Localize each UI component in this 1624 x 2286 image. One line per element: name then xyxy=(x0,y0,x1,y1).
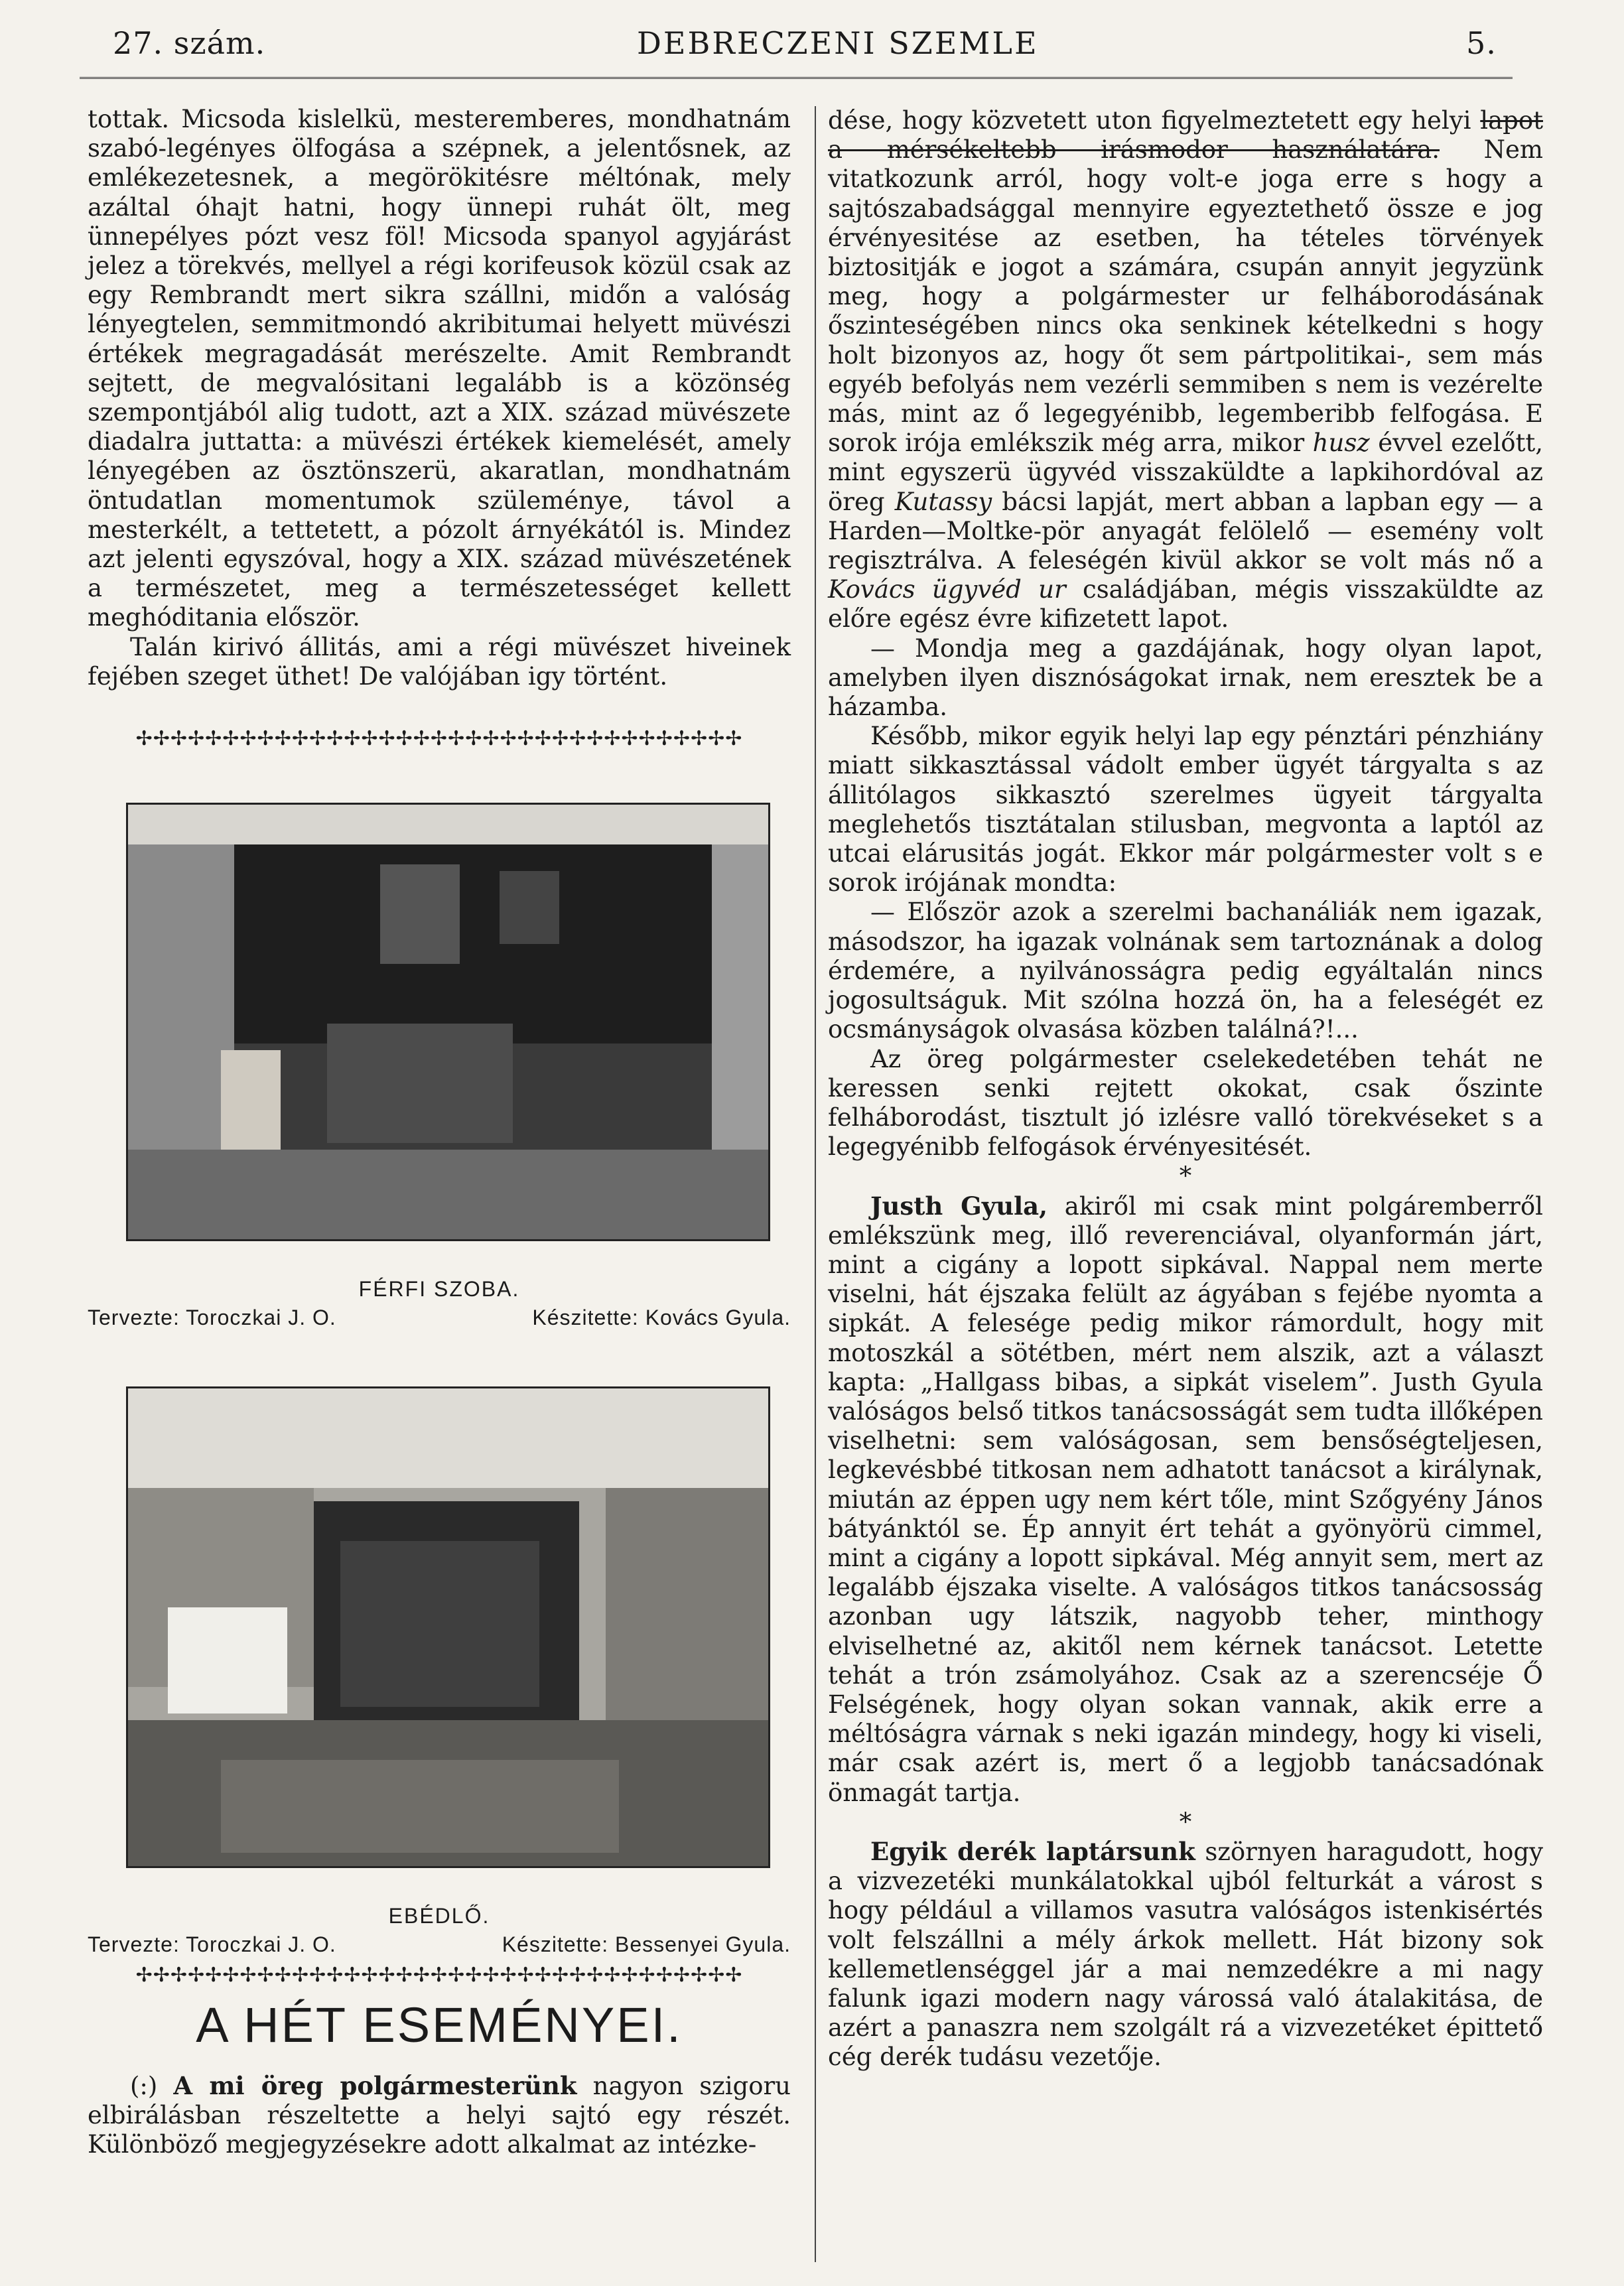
ornament-divider: ✢✢✢✢✢✢✢✢✢✢✢✢✢✢✢✢✢✢✢✢✢✢✢✢✢✢✢✢✢✢✢✢✢✢✢ xyxy=(135,1964,743,1987)
paragraph-text: nagyon szigoru elbirálásban részeltette a helyi sajtó egy részét. Különböző megjegyzésekre adott alkalmat az intézke- xyxy=(88,2072,791,2159)
issue-number: 27. szám. xyxy=(113,25,266,61)
italic-text: husz xyxy=(1312,429,1370,458)
text-run: bácsi lapját, mert abban a lapban egy — a Harden—Moltke-pör anyagát felölelő — esemény volt regisztrálva. A feleségén kivül akkor se volt más nő a xyxy=(828,487,1543,575)
caption-ebedlo xyxy=(88,1904,791,1957)
column-divider xyxy=(815,106,816,2262)
paragraph xyxy=(828,106,1543,634)
italic-text: Kovács ügyvéd ur xyxy=(828,575,1066,604)
paragraph: — Mondja meg a gazdájának, hogy olyan lapot, amelyben ilyen disznóságokat irnak, nem eresztek be a házamba. xyxy=(828,634,1543,722)
lead-phrase: Egyik derék laptársunk xyxy=(870,1836,1195,1866)
paragraph: — Először azok a szerelmi bachanáliák nem igazak, másodszor, ha igazak volnának sem tartoznának a dolog érdemére, a nyilvánosságra pedig egyáltalán nincs jogosultságuk. Mit szólna hozzá ön, ha a feleségét ez ocsmányságok olvasása közben találná?!... xyxy=(828,898,1543,1044)
ornament-divider: ✢✢✢✢✢✢✢✢✢✢✢✢✢✢✢✢✢✢✢✢✢✢✢✢✢✢✢✢✢✢✢✢✢✢✢ xyxy=(135,727,743,750)
right-column-text xyxy=(828,106,1543,2072)
paragraph-text: akiről mi csak mint polgáremberről emlékszünk meg, illő reverenciával, olyanformán járt, mint a cigány a lopott sipkával. Nappal nem merte viselni, hát éjszaka felült az ágyában s fejébe nyomta a sipkát. A felesége pedig mikor rámordult, hogy mit motoszkál a sötétben, mért nem alszik, azt a választ kapta: „Hallgass bibas, a sipkát viselem”. Justh Gyula valóságos belső titkos tanácsosságát sem tudta illőképen viselhetni: sem valóságosan, sem bensőségteljesen, legkevésbbé titkosan nem adhatott tanácsot a királynak, miután az éppen ugy nem kért tőle, mint Szőgyény János bátyánktól se. Ép annyit ért tehát a gyönyörü cimmel, mint a cigány a lopott sipkával. Még annyit sem, mert az legalább éjszaka viselte. A valóságos titkos tanácsosság azonban ugy látszik, nagyobb teher, minthogy elviselhetné az, akitől nem kérnek tanácsot. Letette tehát a trón zsámolyához. Csak az a szerencséje Ő Felségének, hogy olyan sokan vannak, akik erre a méltóságra várnak s neki igazán mindegy, hogy ki viseli, már csak azért is, mert ő a legjobb tanácsadónak önmagát tartja. xyxy=(828,1191,1543,1807)
photo-ebedlo xyxy=(126,1386,770,1868)
paragraph xyxy=(828,1837,1543,2072)
caption-title: EBÉDLŐ. xyxy=(388,1904,490,1928)
left-column-text xyxy=(88,105,791,691)
section-title: A HÉT ESEMÉNYEI. xyxy=(196,1997,683,2052)
paragraph: Talán kirivó állitás, ami a régi müvészet hiveinek fejében szeget üthet! De valójában igy történt. xyxy=(88,632,791,691)
header-rule xyxy=(80,77,1513,79)
page-header xyxy=(93,25,1499,78)
struck-text: lapot a mérsékeltebb irásmodor használatára. xyxy=(828,106,1543,165)
section-star: * xyxy=(1179,1807,1192,1836)
paragraph: tottak. Micsoda kislelkü, mesteremberes, mondhatnám szabó-legényes ölfogása a szépnek, a jelentősnek, az emlékezetesnek, a megörökitésre méltónak, mely azáltal óhajt hatni, hogy ünnepi ruhát ölt, meg ünnepélyes pózt vesz föl! Micsoda spanyol agyjárást jelez a törekvés, mellyel a régi korifeusok közül csak az egy Rembrandt mert sikra szállni, midőn a valóság lényegtelen, semmitmondó akribitumai helyett müvészi értékek megragadását merészelte. Amit Rembrandt sejtett, de megvalósitani legalább is a közönség szempontjából alig tudott, azt a XIX. század müvészete diadalra juttatta: a müvészi értékek kiemelését, amely lényegében az ösztönszerü, akaratlan, mondhatnám öntudatlan momentumok szüleménye, távol a mesterkélt, a tettetett, a pózolt árnyékától is. Mindez azt jelenti egyszóval, hogy a XIX. század müvészetének a természetet, meg a természetességet kellett meghóditania először. xyxy=(88,105,791,632)
caption-designer: Tervezte: Toroczkai J. O. xyxy=(88,1306,336,1329)
paragraph: Az öreg polgármester cselekedetében tehát ne keressen senki rejtett okokat, csak őszinte felháborodást, tisztult jó izlésre valló törekvéseket s a legegyénibb felfogások érvényesitését. xyxy=(828,1044,1543,1162)
text-run: dése, hogy közvetett uton figyelmeztetett egy helyi xyxy=(828,106,1481,135)
paragraph xyxy=(88,2071,791,2160)
lead-phrase: Justh Gyula, xyxy=(870,1191,1048,1221)
paragraph xyxy=(828,1191,1543,1808)
caption-title: FÉRFI SZOBA. xyxy=(358,1277,520,1301)
text-run: családjában, mégis visszaküldte az előre egész évre kifizetett lapot. xyxy=(828,575,1543,634)
lead-phrase: A mi öreg polgármesterünk xyxy=(173,2071,577,2100)
events-intro xyxy=(88,2071,791,2160)
caption-maker: Készitette: Bessenyei Gyula. xyxy=(502,1932,791,1956)
journal-title: DEBRECZENI SZEMLE xyxy=(637,25,1039,61)
caption-ferfi-szoba xyxy=(88,1277,791,1330)
caption-maker: Készitette: Kovács Gyula. xyxy=(532,1306,791,1329)
caption-designer: Tervezte: Toroczkai J. O. xyxy=(88,1932,336,1956)
paragraph: Később, mikor egyik helyi lap egy pénztári pénzhiány miatt sikkasztással vádolt ember ügyét tárgyalta s az állitólagos sikkasztó szerelmes ügyeit tárgyalta meglehetős tisztátalan stilusban, megvonta a laptól az utcai elárusitás jogát. Ekkor már polgármester volt s e sorok irójának mondta: xyxy=(828,722,1543,898)
italic-text: Kutassy xyxy=(894,487,992,516)
section-star: * xyxy=(1179,1162,1192,1191)
text-run: évvel ezelőtt, mint egyszerü ügyvéd visszaküldte a lapkihordóval az öreg xyxy=(828,429,1543,516)
marker: (:) xyxy=(130,2072,158,2100)
page-number: 5. xyxy=(1466,25,1497,61)
photo-ferfi-szoba xyxy=(126,803,770,1241)
paragraph-text: szörnyen haragudott, hogy a vizvezetéki munkálatokkal ujból felturkát a várost s hogy például a villamos vasutra valóságos istenkisértés volt felszállni a mély árkok mellett. Hát bizony sok kellemetlenséggel jár a mai nemzedékre a mi nagy falunk igazi modern nagy várossá való átalakitása, de azért a panaszra nem szolgált rá a vizvezetéket épittető cég derék tudásu vezetője. xyxy=(828,1837,1543,2072)
text-run: Nem vitatkozunk arról, hogy volt-e joga erre s hogy a sajtószabadsággal mennyire egyeztethető össze e jog érvényesitése az esetben, ha tételes törvények biztositják e jogot a számára, csupán annyit jegyzünk meg, hogy a polgármester ur felháborodásának őszinteségében nincs oka senkinek kételkedni s hogy holt bizonyos az, hogy őt sem pártpolitikai-, sem más egyéb befolyás nem vezérli semmiben s nem is vezérelte más, mint az ő legegyénibb, legemberibb felfogása. E sorok irója emlékszik még arra, mikor xyxy=(828,135,1544,458)
